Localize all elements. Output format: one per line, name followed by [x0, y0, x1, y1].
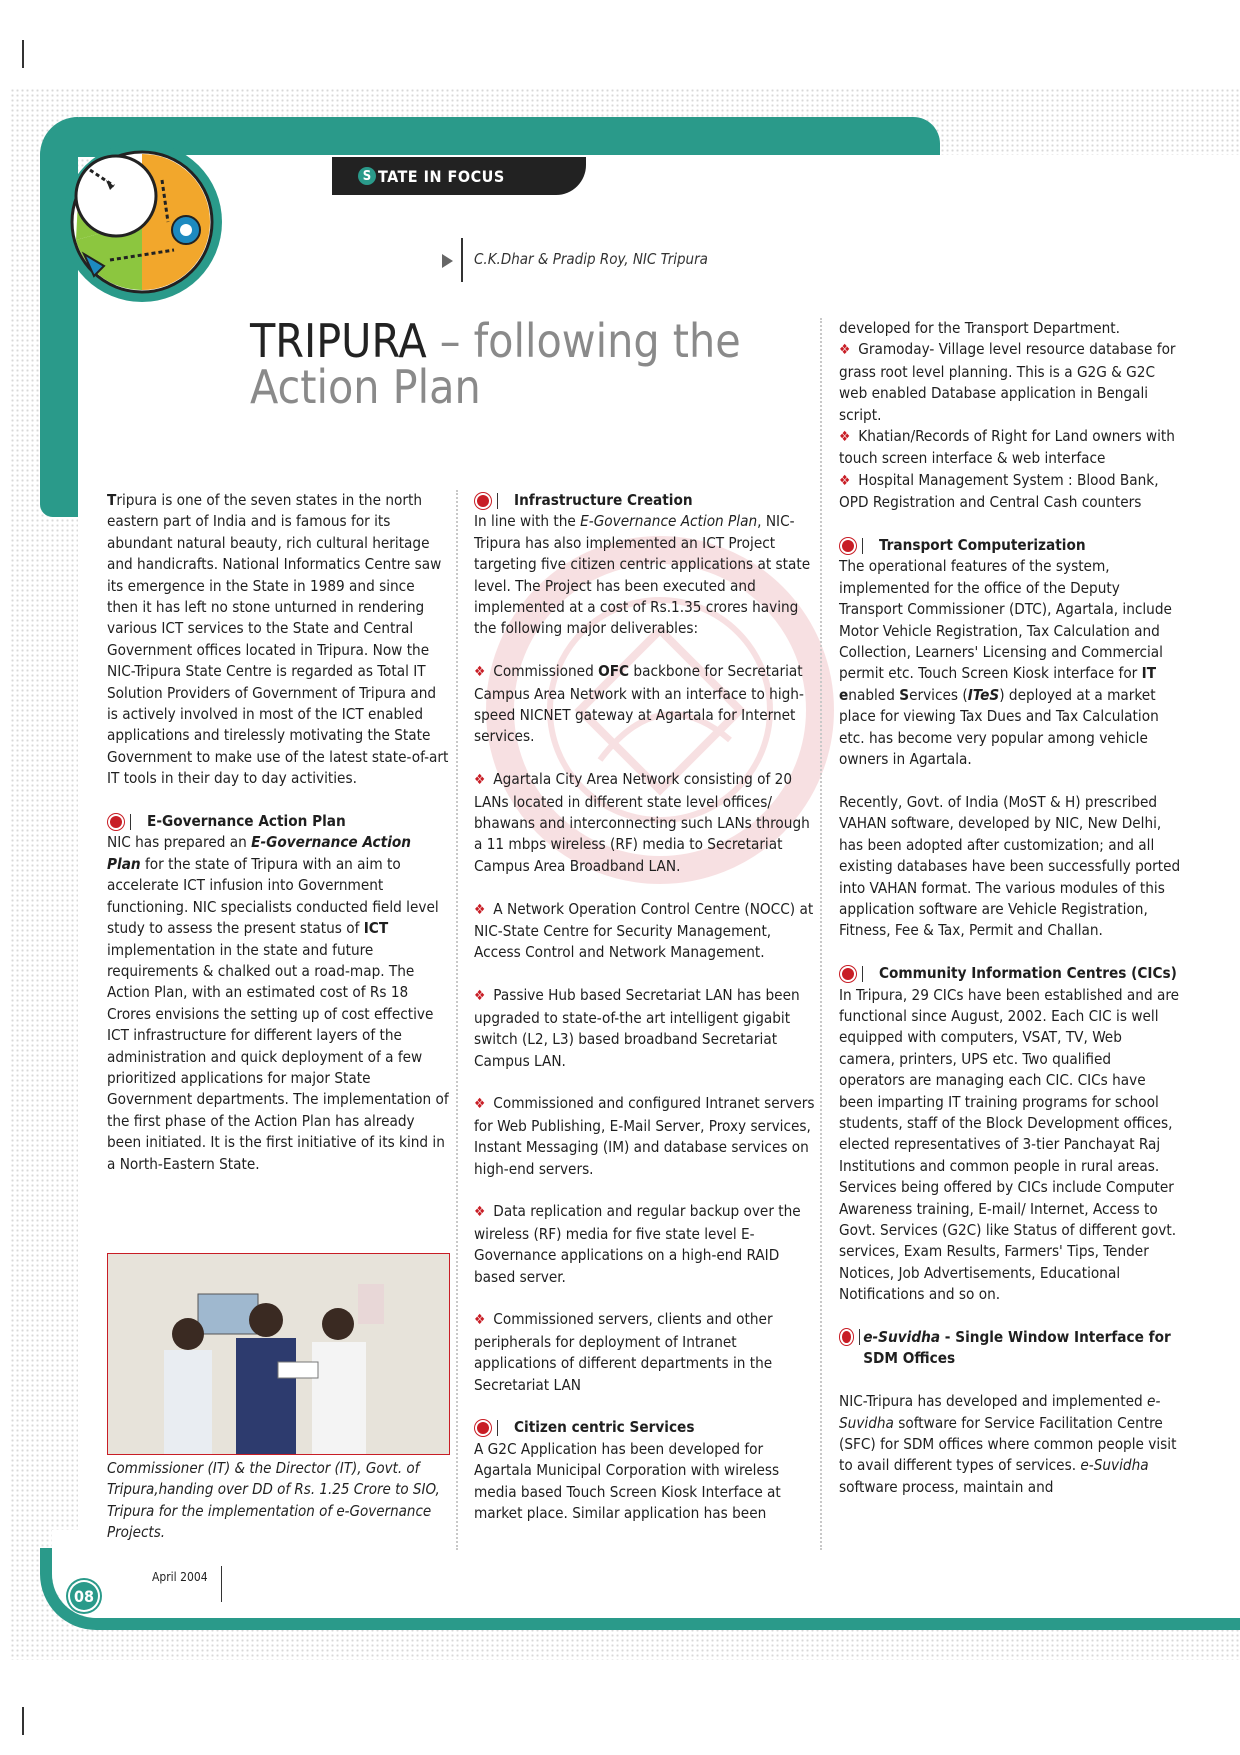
text-bold: ICT — [363, 919, 389, 938]
column-3 — [839, 318, 1181, 1520]
photo — [107, 1253, 450, 1455]
page-number: 08 — [70, 1582, 98, 1610]
list-item — [474, 1201, 816, 1288]
text-emphasis: e-Suvidha — [839, 1392, 1161, 1432]
section-initial: S — [358, 167, 376, 185]
text: backbone for Secretariat Campus Area Network with an interface to high-speed NICNET gateway at Agartala for Internet services. — [474, 662, 804, 746]
title-main: TRIPURA — [250, 314, 427, 368]
target-bullet-icon — [842, 968, 854, 980]
text-emphasis: E-Governance Action Plan — [107, 833, 411, 873]
diamond-bullet-icon: ❖ — [474, 988, 486, 1005]
column-2 — [474, 490, 816, 1546]
heading-bar — [862, 966, 863, 982]
text: for the state of Tripura with an aim to accelerate ICT infusion into Government functioning. NIC specialists conducted field level study to assess the present status of — [107, 854, 439, 938]
text: nabled — [848, 685, 900, 704]
heading-bar — [862, 538, 863, 554]
heading-text: E-Governance Action Plan — [147, 812, 346, 831]
heading-esuvidha — [839, 1327, 1181, 1370]
text: software for Service Facilitation Centre (SFC) for SDM offices where common people visit to avail different types of services. — [839, 1413, 1177, 1475]
text-bold: OFC — [598, 662, 630, 681]
diamond-bullet-icon: ❖ — [474, 1312, 486, 1329]
heading-text: Transport Computerization — [879, 536, 1086, 555]
cic-paragraph: In Tripura, 29 CICs have been established and are functional since August, 2002. Each CIC is well equipped with computers, VSAT, TV, Web camera, printers, UPS etc. Two qualified operators are managing each CIC. CICs have been imparting IT training programs for school students, staff of the Block Development offices, elected representatives of 3-tier Panchayat Raj Institutions and common people in rural areas. Services being offered by CICs include Computer Awareness training, E-mail/ Internet, Access to Govt. Services (G2C) like Status of different govt. services, Exam Results, Farmers' Tips, Tender Notices, Job Advertisements, Educational Notifications and so on. — [839, 985, 1180, 1304]
diamond-bullet-icon: ❖ — [474, 1204, 486, 1221]
text: NIC-Tripura has developed and implemented — [839, 1392, 1148, 1411]
list-item — [839, 470, 1181, 514]
text-bold: S — [899, 685, 910, 704]
text-emphasis: e-Suvidha — [1080, 1456, 1149, 1475]
title-rest-2: Action Plan — [250, 360, 481, 414]
intro-paragraph — [107, 490, 449, 790]
diamond-bullet-icon: ❖ — [474, 1096, 486, 1113]
target-bullet-icon — [110, 816, 122, 828]
heading-text — [863, 1327, 1181, 1370]
list-item — [474, 661, 816, 748]
text-emphasis: E-Governance Action Plan — [580, 512, 758, 531]
egov-paragraph — [107, 832, 449, 1175]
heading-bar — [859, 1329, 860, 1345]
page-title — [250, 314, 741, 414]
infra-paragraph — [474, 511, 816, 639]
group-photo-image — [108, 1254, 450, 1455]
heading-rest: - Single Window Interface for SDM Offices — [863, 1328, 1171, 1368]
network-logo-icon — [70, 150, 214, 294]
list-item — [839, 426, 1181, 470]
text-bold: IT — [1141, 664, 1157, 683]
text: Hospital Management System : Blood Bank, OPD Registration and Central Cash counters — [839, 470, 1159, 512]
continued-text: developed for the Transport Department. — [839, 319, 1120, 337]
diamond-bullet-icon: ❖ — [474, 901, 486, 918]
section-tab — [332, 157, 586, 195]
heading-citizen — [474, 1417, 816, 1438]
text: software process, maintain and — [839, 1477, 1054, 1496]
diamond-bullet-icon: ❖ — [474, 772, 486, 789]
text: Commissioned servers, clients and other peripherals for deployment of Intranet applications of different departments in the Secretariat LAN — [474, 1310, 773, 1394]
list-item — [474, 985, 816, 1072]
vahan-paragraph: Recently, Govt. of India (MoST & H) prescribed VAHAN software, developed by NIC, New Delhi, has been adopted after customization; and all existing databases have been successfully ported into VAHAN format. The various modules of this application software are Vehicle Registration, Fitness, Fee & Tax, Permit and Challan. — [839, 792, 1181, 940]
column-1 — [107, 490, 449, 1196]
play-arrow-icon — [442, 254, 453, 268]
diamond-bullet-icon: ❖ — [839, 342, 851, 359]
text: ) deployed at a market place for viewing Tax Dues and Tax Calculation etc. has become very popular among vehicle owners in Agartala. — [839, 685, 1159, 769]
column-divider — [456, 490, 460, 1550]
target-bullet-icon — [477, 495, 489, 507]
text-emphasis: ITeS — [967, 685, 1000, 704]
crop-mark — [22, 40, 24, 68]
heading-transport — [839, 535, 1181, 556]
list-item — [474, 1093, 816, 1180]
target-bullet-icon — [477, 1422, 489, 1434]
text: implementation in the state and future requirements & chalked out a road-map. The Action Plan, with an estimated cost of Rs 18 Crores envisions the setting up of cost effective ICT infrastructure for different layers of the administration and quick deployment of a few prioritized applications for major State Government departments. The implementation of the first phase of the Action Plan has already been initiated. It is the first initiative of its kind in a North-Eastern State. — [107, 940, 449, 1173]
text: The operational features of the system, implemented for the office of the Deputy Transport Commissioner (DTC), Agartala, include Motor Vehicle Registration, Tax Calculation and Collection, Learners' Licensing and Commercial permit etc. Touch Screen Kiosk interface for — [839, 557, 1172, 683]
text: Commissioned — [493, 662, 599, 681]
heading-emphasis: e-Suvidha — [863, 1328, 941, 1347]
heading-cic — [839, 963, 1181, 984]
heading-text: Infrastructure Creation — [514, 491, 693, 509]
list-item — [474, 769, 816, 877]
text: NIC has prepared an — [107, 833, 252, 852]
transport-paragraph — [839, 556, 1181, 770]
author-byline: C.K.Dhar & Pradip Roy, NIC Tripura — [474, 250, 708, 268]
author-divider — [461, 238, 463, 282]
heading-bar — [130, 814, 131, 830]
citizen-paragraph: A G2C Application has been developed for Agartala Municipal Corporation with wireless media based Touch Screen Kiosk Interface at market place. Similar application has been — [474, 1439, 781, 1522]
heading-bar — [497, 1420, 498, 1436]
heading-bar — [497, 493, 498, 509]
crop-mark — [22, 1707, 24, 1735]
diamond-bullet-icon: ❖ — [839, 472, 851, 489]
column-divider — [820, 318, 824, 1550]
heading-text: Citizen centric Services — [514, 1418, 695, 1437]
diamond-bullet-icon: ❖ — [474, 664, 486, 681]
target-bullet-icon — [842, 1331, 851, 1343]
text: Khatian/Records of Right for Land owners with touch screen interface & web interface — [839, 427, 1175, 468]
intro-text: ripura is one of the seven states in the north eastern part of India and is famous for its abundant natural beauty, rich cultural heritage and handicrafts. National Informatics Centre saw its emergence in the State in 1989 and since then it has left no stone unturned in rendering various ICT services to the State and Central Government offices located in Tripura. Now the NIC-Tripura State Centre is regarded as Total IT Solution Providers of Government of Tripura and is actively involved in most of the ICT enabled applications and tirelessly motivating the State Government to make use of the latest state-of-art IT tools in their day to day activities. — [107, 491, 449, 788]
issue-date: April 2004 — [152, 1570, 208, 1584]
heading-egov — [107, 811, 449, 832]
text: A Network Operation Control Centre (NOCC) at NIC-State Centre for Security Management, Access Control and Network Management. — [474, 899, 814, 962]
title-rest-1: – following the — [426, 314, 741, 368]
text: Agartala City Area Network consisting of 20 LANs located in different state level offices/ bhawans and interconnecting such LANs through a 11 mbps wireless (RF) media to Secretariat Campus Area Broadband LAN. — [474, 770, 810, 875]
date-divider — [221, 1566, 222, 1602]
target-bullet-icon — [842, 540, 854, 552]
list-item — [474, 1309, 816, 1396]
diamond-bullet-icon: ❖ — [839, 429, 851, 446]
list-item — [474, 899, 816, 964]
text: Passive Hub based Secretariat LAN has been upgraded to state-of-the art intelligent gigabit switch (L2, L3) based broadband Secretariat Campus LAN. — [474, 986, 800, 1070]
heading-text: Community Information Centres (CICs) — [879, 964, 1177, 983]
text: Commissioned and configured Intranet servers for Web Publishing, E-Mail Server, Proxy services, Instant Messaging (IM) and database services on high-end servers. — [474, 1094, 815, 1178]
text: Gramoday- Village level resource database for grass root level planning. This is a G2G & G2C web enabled Database application in Bengali script. — [839, 340, 1176, 424]
text: Data replication and regular backup over the wireless (RF) media for five state level E-Governance applications on a high-end RAID based server. — [474, 1202, 801, 1286]
text: ervices ( — [909, 685, 968, 704]
list-item — [839, 339, 1181, 426]
text: In line with the — [474, 512, 581, 531]
text: , NIC-Tripura has also implemented an ICT Project targeting five citizen centric applications at state level. The Project has been executed and implemented at a cost of Rs.1.35 crores having the following major deliverables: — [474, 512, 811, 638]
section-label: TATE IN FOCUS — [378, 166, 505, 186]
heading-infra — [474, 490, 816, 511]
esuvidha-paragraph — [839, 1391, 1181, 1498]
photo-caption: Commissioner (IT) & the Director (IT), Govt. of Tripura,handing over DD of Rs. 1.25 Crore to SIO, Tripura for the implementation of e-Governance Projects. — [107, 1459, 440, 1542]
drop-cap: T — [107, 491, 117, 509]
text-bold: e — [839, 685, 849, 704]
